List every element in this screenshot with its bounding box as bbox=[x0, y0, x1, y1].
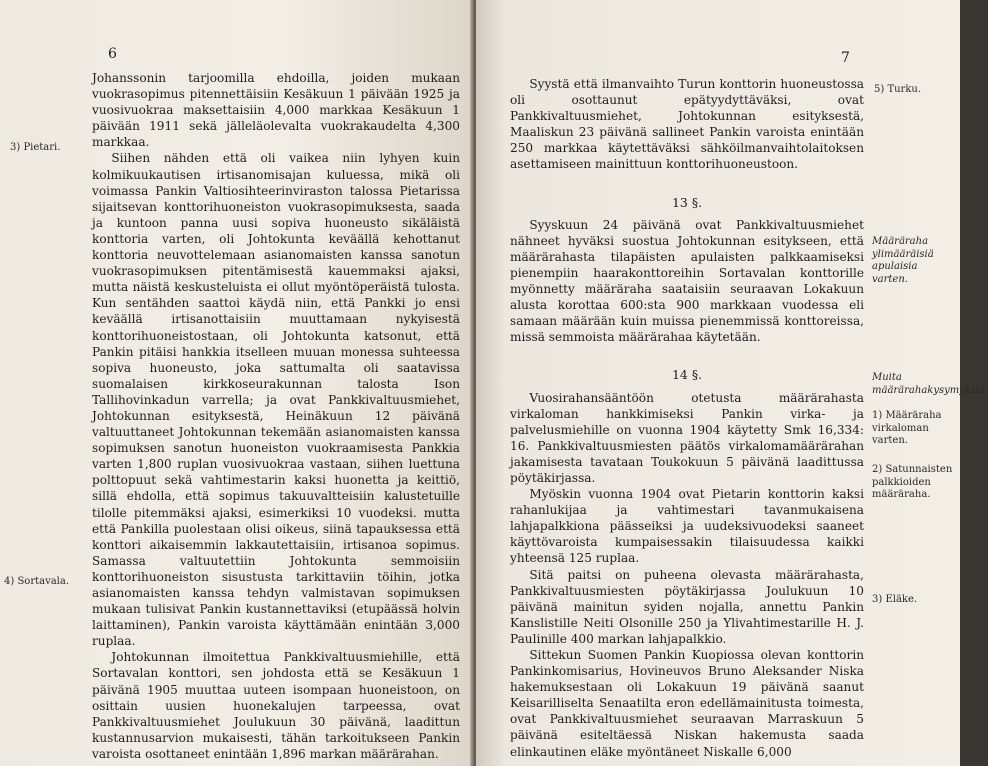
page-number: 7 bbox=[841, 50, 850, 66]
paragraph: Syystä että ilmanvaihto Turun konttorin huoneustossa oli osottaunut epätyydyttäväksi, ovat Pankkivaltuusmiehet, Johtokunnan esityksestä, Maaliskun 23 päivänä sallineet Pankin varoista enintään 250 markkaa käytettäväksi sähköilmanvaihtolaitoksen asettamiseen mainittuun konttorihuoneustoon. bbox=[510, 77, 864, 172]
margin-note-turku: 5) Turku. bbox=[874, 84, 922, 95]
paragraph: Johanssonin tarjoomilla ehdoilla, joiden mukaan vuokrasopimus pitennettäisiin Kesäkuun 1 päivään 1925 ja vuosivuokraa maksettaisiin 4,000 markkaa Kesäkuun 1 päivään 1911 sekä jälleläolevalta vuokrakaudelta 4,300 markkaa. bbox=[92, 71, 460, 150]
paragraph: Sittekun Suomen Pankin Kuopiossa olevan konttorin Pankinkomisarius, Hovineuvos Bruno Aleksander Niska hakemuksestaan oli Lokakuun 19 päivänä saanut Keisarilliselta Senaatilta eron edellämainitusta toimesta, ovat Pankkivaltuusmiehet seuraavan Marraskuun 5 päivänä esiteltäessä Niskan hakemusta saada elinkautinen eläke myöntäneet Niskalle 6,000 bbox=[510, 648, 864, 759]
margin-note-pietari: 3) Pietari. bbox=[10, 142, 61, 153]
paragraph: Johtokunnan ilmoitettua Pankkivaltuusmiehille, että Sortavalan konttori, sen johdosta että se Kesäkuun 1 päivänä 1905 muuttaa uuteen isompaan huoneistoon, on osittain uusien huonekalujen tarpeessa, ovat Pankkivaltuusmiehet Joulukuun 30 päivänä, laadittun kustannusarvion mukaisesti, tähän tarkoitukseen Pankin varoista osottaneet enintään 1,896 markan määrärahan. bbox=[92, 650, 460, 761]
margin-note-sortavala: 4) Sortavala. bbox=[4, 576, 70, 587]
paragraph: Myöskin vuonna 1904 ovat Pietarin konttorin kaksi rahanlukijaa ja vahtimestari tavanmukaisena lahjapalkkiona päässeiksi ja uudeksivuodeksi saaneet käyttövaroista kumpaisessakin tilaisuudessa kaikki yhteensä 125 ruplaa. bbox=[510, 487, 864, 566]
right-page bbox=[476, 0, 988, 766]
margin-note-satunnais: 2) Satunnaisten palkkioiden määräraha. bbox=[872, 464, 953, 500]
margin-note-elake: 3) Eläke. bbox=[872, 594, 918, 605]
margin-note-muita: Muita määrärahakysymyksiä. bbox=[872, 372, 988, 396]
left-text-column bbox=[92, 70, 460, 762]
paragraph: Vuosirahansääntöön otetusta määrärahasta virkaloman hankkimiseksi Pankin virka- ja palvelusmiehille on vuonna 1904 käytetty Smk 16,334: 16. Pankkivaltuusmiesten päätös virkalomamäärärahan jakamisesta tavataan Toukokuun 5 päivänä laadittussa pöytäkirjassa. bbox=[510, 390, 864, 485]
paragraph: Siihen nähden että oli vaikea niin lyhyen kuin kolmikuukautisen irtisanomisajan kuluessa, mikä oli voimassa Pankin Valtiosihteerinviraston talossa Pietarissa sijaitsevan konttorihuoneiston vuokrasopimuksesta, saada ja kuntoon panna uusi sopiva huoneusto sikäläistä konttoria varten, oli Johtokunta keväällä kehottanut konttoria neuvottelemaan asianomaisten kanssa sanotun vuokrasopimuksen pitentämisestä kauemmaksi ajaksi, mutta näistä keskusteluista ei ollut myöntöperäistä tulosta. Kun sentähden saattoi käydä niin, että Pankki jo ensi keväällä irtisanottaisiin muuttamaan nykyisestä konttorihuoneistostaan, oli Johtokunta katsonut, että Pankin pitäisi hankkia itselleen muuan monessa suhteessa sopiva huoneusto, joka sattumalta oli saatavissa suomalaisen kirkkoseurakunnan talosta Ison Tallihovinkadun varrella; ja ovat Pankkivaltuusmiehet, Johtokunnan esityksestä, Heinäkuun 12 päivänä valtuuttaneet Johtokunnan tekemään asianomaisten kanssa sopimuksen sanotun huoneiston vuokraamisesta Pankkia varten 1,800 ruplan vuosivuokraa vastaan, siihen luettuna polttopuut sekä vahtimestarin kaksi huonetta ja keittiö, sillä ehdolla, että sopimus takuuvaltteisiin kalustetuille tilolle pitemmäksi ajaksi, esimerkiksi 10 vuodeksi. mutta että Pankilla puolestaan olisi oikeus, siinä tapauksessa että konttori aikaisemmin lakkautettaisiin, irtisanoa sopimus. Samassa valtuutettiin Johtokunta semmoisiin konttorihuoneiston sisustusta tarkittaviin töihin, jotka asianomaisten kanssa tehdyn valmistavan sopimuksen mukaan tulisivat Pankin kustannettaviksi (etupäässä holvin laittaminen), Pankin varoista käyttämään enintään 3,000 ruplaa. bbox=[92, 151, 460, 649]
paragraph: Syyskuun 24 päivänä ovat Pankkivaltuusmiehet nähneet hyväksi suostua Johtokunnan esitykseen, että määrärahasta tilapäisten apulaisten palkkaamiseksi pienempiin haarakonttoreihin Sortavalan konttorille myönnetty määräraha saataisiin seuraavan Lokakuun alusta korottaa 600:sta 900 markkaan vuodessa eli samaan määrään kuin muissa pienemmissä konttoreissa, missä semmoista määrärahaa käytetään. bbox=[510, 217, 864, 345]
margin-note-maararaha: Määräraha ylimääräisiä apulaisia varten. bbox=[872, 236, 934, 285]
right-text-column bbox=[510, 76, 864, 760]
section-heading: 14 §. bbox=[671, 367, 703, 383]
margin-note-virkaloma: 1) Määräraha virkaloman varten. bbox=[872, 410, 942, 446]
page-number: 6 bbox=[108, 46, 117, 62]
left-page bbox=[0, 0, 474, 766]
section-heading: 13 §. bbox=[671, 194, 703, 210]
paragraph: Sitä paitsi on puheena olevasta määrärahasta, Pankkivaltuusmiesten pöytäkirjassa Joulukuun 10 päivänä mainitun syiden nojalla, annettu Pankin Kanslistille Neiti Olsonille 250 ja Ylivahtimestarille H. J. Paulinille 400 markan lahjapalkkio. bbox=[510, 567, 864, 646]
